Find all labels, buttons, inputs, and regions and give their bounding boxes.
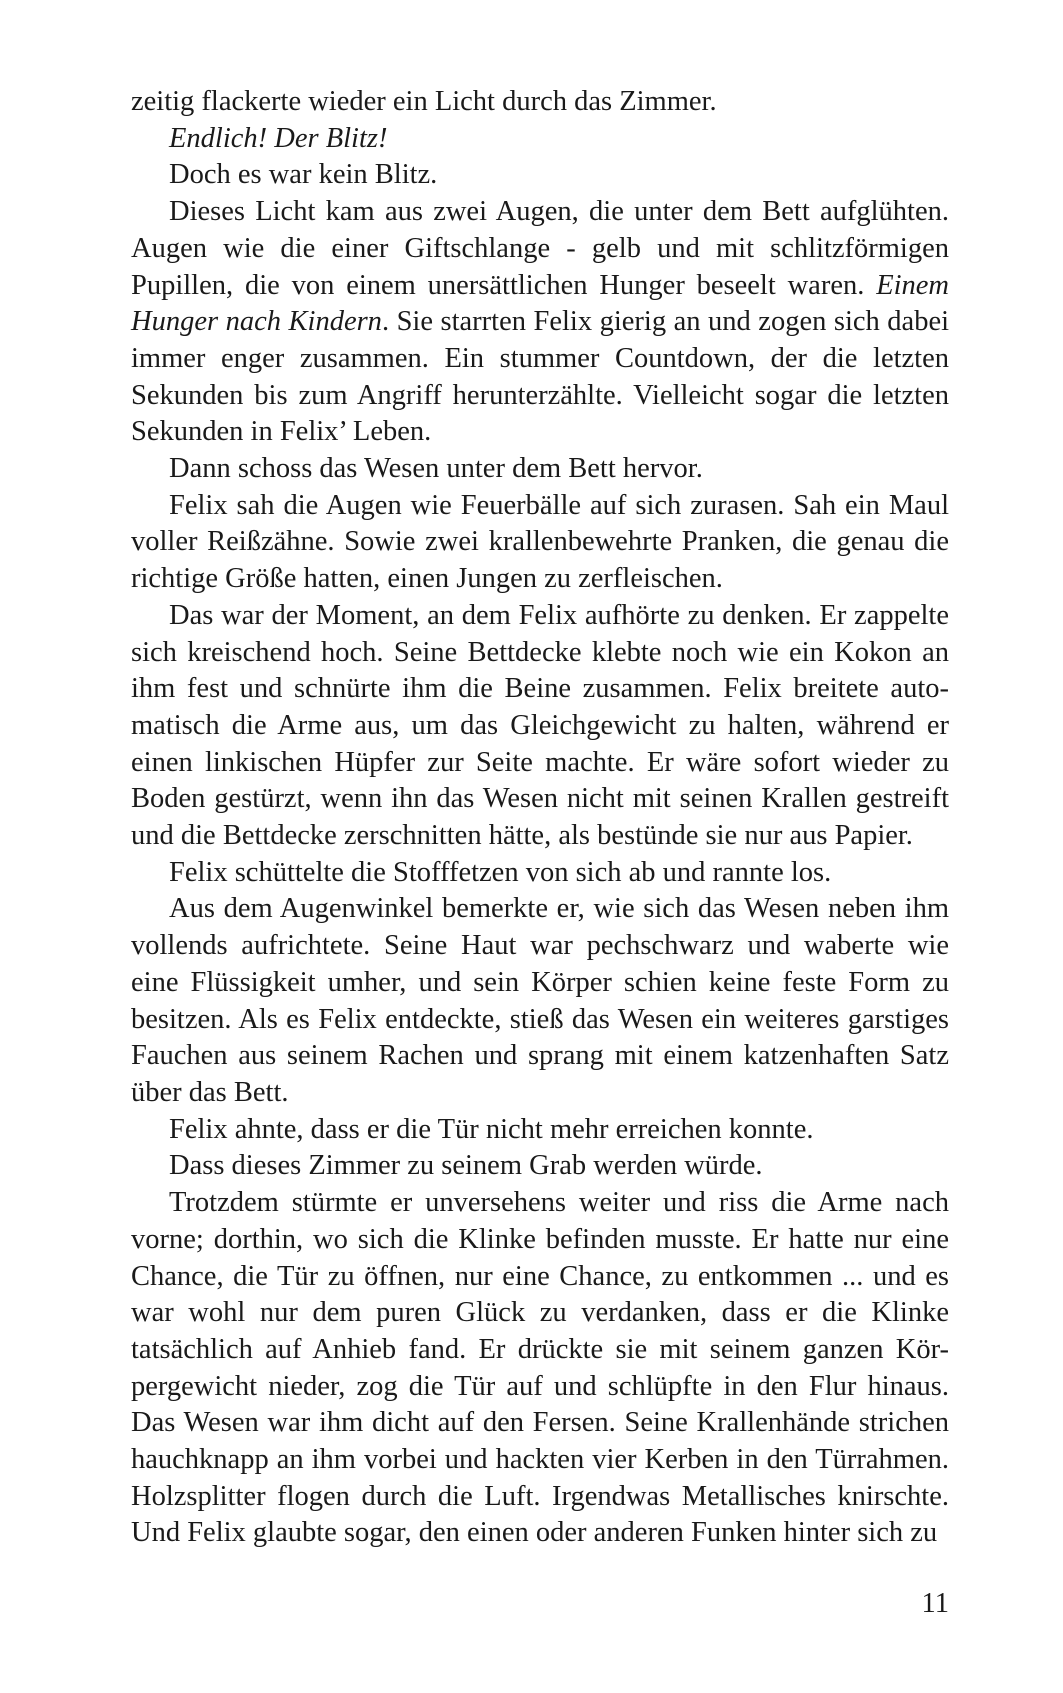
text-segment: Felix ahnte, dass er die Tür nicht mehr erreichen konnte. xyxy=(169,1113,814,1145)
paragraph xyxy=(131,1112,949,1149)
text-segment: Felix schüttelte die Stofffetzen von sich ab und rannte los. xyxy=(169,856,832,888)
paragraph xyxy=(131,891,949,1111)
text-segment: Doch es war kein Blitz. xyxy=(169,159,438,191)
text-segment: Das war der Moment, an dem Felix aufhörte zu denken. Er zappelte sich kreischend hoch. Seine Bettdecke klebte noch wie ein Kokon an ihm fest und schnürte ihm die Beine zusammen. Felix breitete auto-matisch die Arme aus, um das Gleichgewicht zu halten, während er einen linkischen Hüpfer zur Seite machte. Er wäre sofort wieder zu Boden gestürzt, wenn ihn das Wesen nicht mit seinen Krallen gestreift und die Bettdecke zerschnitten hätte, als bestünde sie nur aus Papier. xyxy=(131,599,949,852)
paragraph xyxy=(131,451,949,488)
paragraph xyxy=(131,855,949,892)
italic-segment: Einem Hunger nach Kindern xyxy=(131,269,949,338)
paragraph xyxy=(131,194,949,451)
paragraph xyxy=(131,157,949,194)
text-segment: zeitig flackerte wieder ein Licht durch das Zimmer. xyxy=(131,86,717,117)
italic-segment: Endlich! Der Blitz! xyxy=(169,122,388,154)
text-segment: Aus dem Augenwinkel bemerkte er, wie sich das Wesen neben ihm vollends aufrichtete. Seine Haut war pechschwarz und waberte wie eine Flüssigkeit umher, und sein Körper schien keine feste Form zu besitzen. Als es Felix entdeckte, stieß das Wesen ein weiteres garstiges Fauchen aus seinem Rachen und sprang mit einem katzenhaften Satz über das Bett. xyxy=(131,893,949,1108)
paragraph xyxy=(131,1185,949,1552)
paragraph xyxy=(131,488,949,598)
paragraph xyxy=(131,84,949,121)
text-segment: Dann schoss das Wesen unter dem Bett hervor. xyxy=(169,453,703,485)
text-segment: Dass dieses Zimmer zu seinem Grab werden würde. xyxy=(169,1150,763,1182)
page-number: 11 xyxy=(921,1588,949,1619)
text-segment: Trotzdem stürmte er unversehens weiter und riss die Arme nach vorne; dorthin, wo sich die Klinke befinden musste. Er hatte nur eine Chance, die Tür zu öffnen, nur eine Chance, zu entkommen ... und es war wohl nur dem puren Glück zu verdanken, dass er die Klinke tatsächlich auf Anhieb fand. Er drückte sie mit seinem ganzen Kör-pergewicht nieder, zog die Tür auf und schlüpfte in den Flur hinaus. Das Wesen war ihm dicht auf den Fersen. Seine Krallenhände strichen hauchknapp an ihm vorbei und hackten vier Kerben in den Türrahmen. Holzsplitter flogen durch die Luft. Irgendwas Metallisches knirschte. Und Felix glaubte sogar, den einen oder anderen Funken hinter sich zu xyxy=(131,1187,949,1549)
book-page-text xyxy=(131,84,949,1552)
text-segment: Felix sah die Augen wie Feuerbälle auf sich zurasen. Sah ein Maul voller Reißzähne. Sowie zwei krallenbewehrte Pranken, die genau die richtige Größe hatten, einen Jungen zu zerfleischen. xyxy=(131,489,949,595)
text-segment: . Sie starrten Felix gierig an und zogen sich dabei immer enger zusammen. Ein stummer Countdown, der die letzten Sekunden bis zum Angriff herunterzählte. Vielleicht sogar die letzten Sekunden in Felix’ Leben. xyxy=(131,306,950,448)
paragraph xyxy=(131,598,949,855)
paragraph xyxy=(131,121,949,158)
paragraph xyxy=(131,1148,949,1185)
text-segment: Dieses Licht kam aus zwei Augen, die unter dem Bett aufglühten. Augen wie die einer Giftschlange - gelb und mit schlitzförmigen Pupillen, die von einem unersättlichen Hunger beseelt waren. xyxy=(131,196,949,301)
